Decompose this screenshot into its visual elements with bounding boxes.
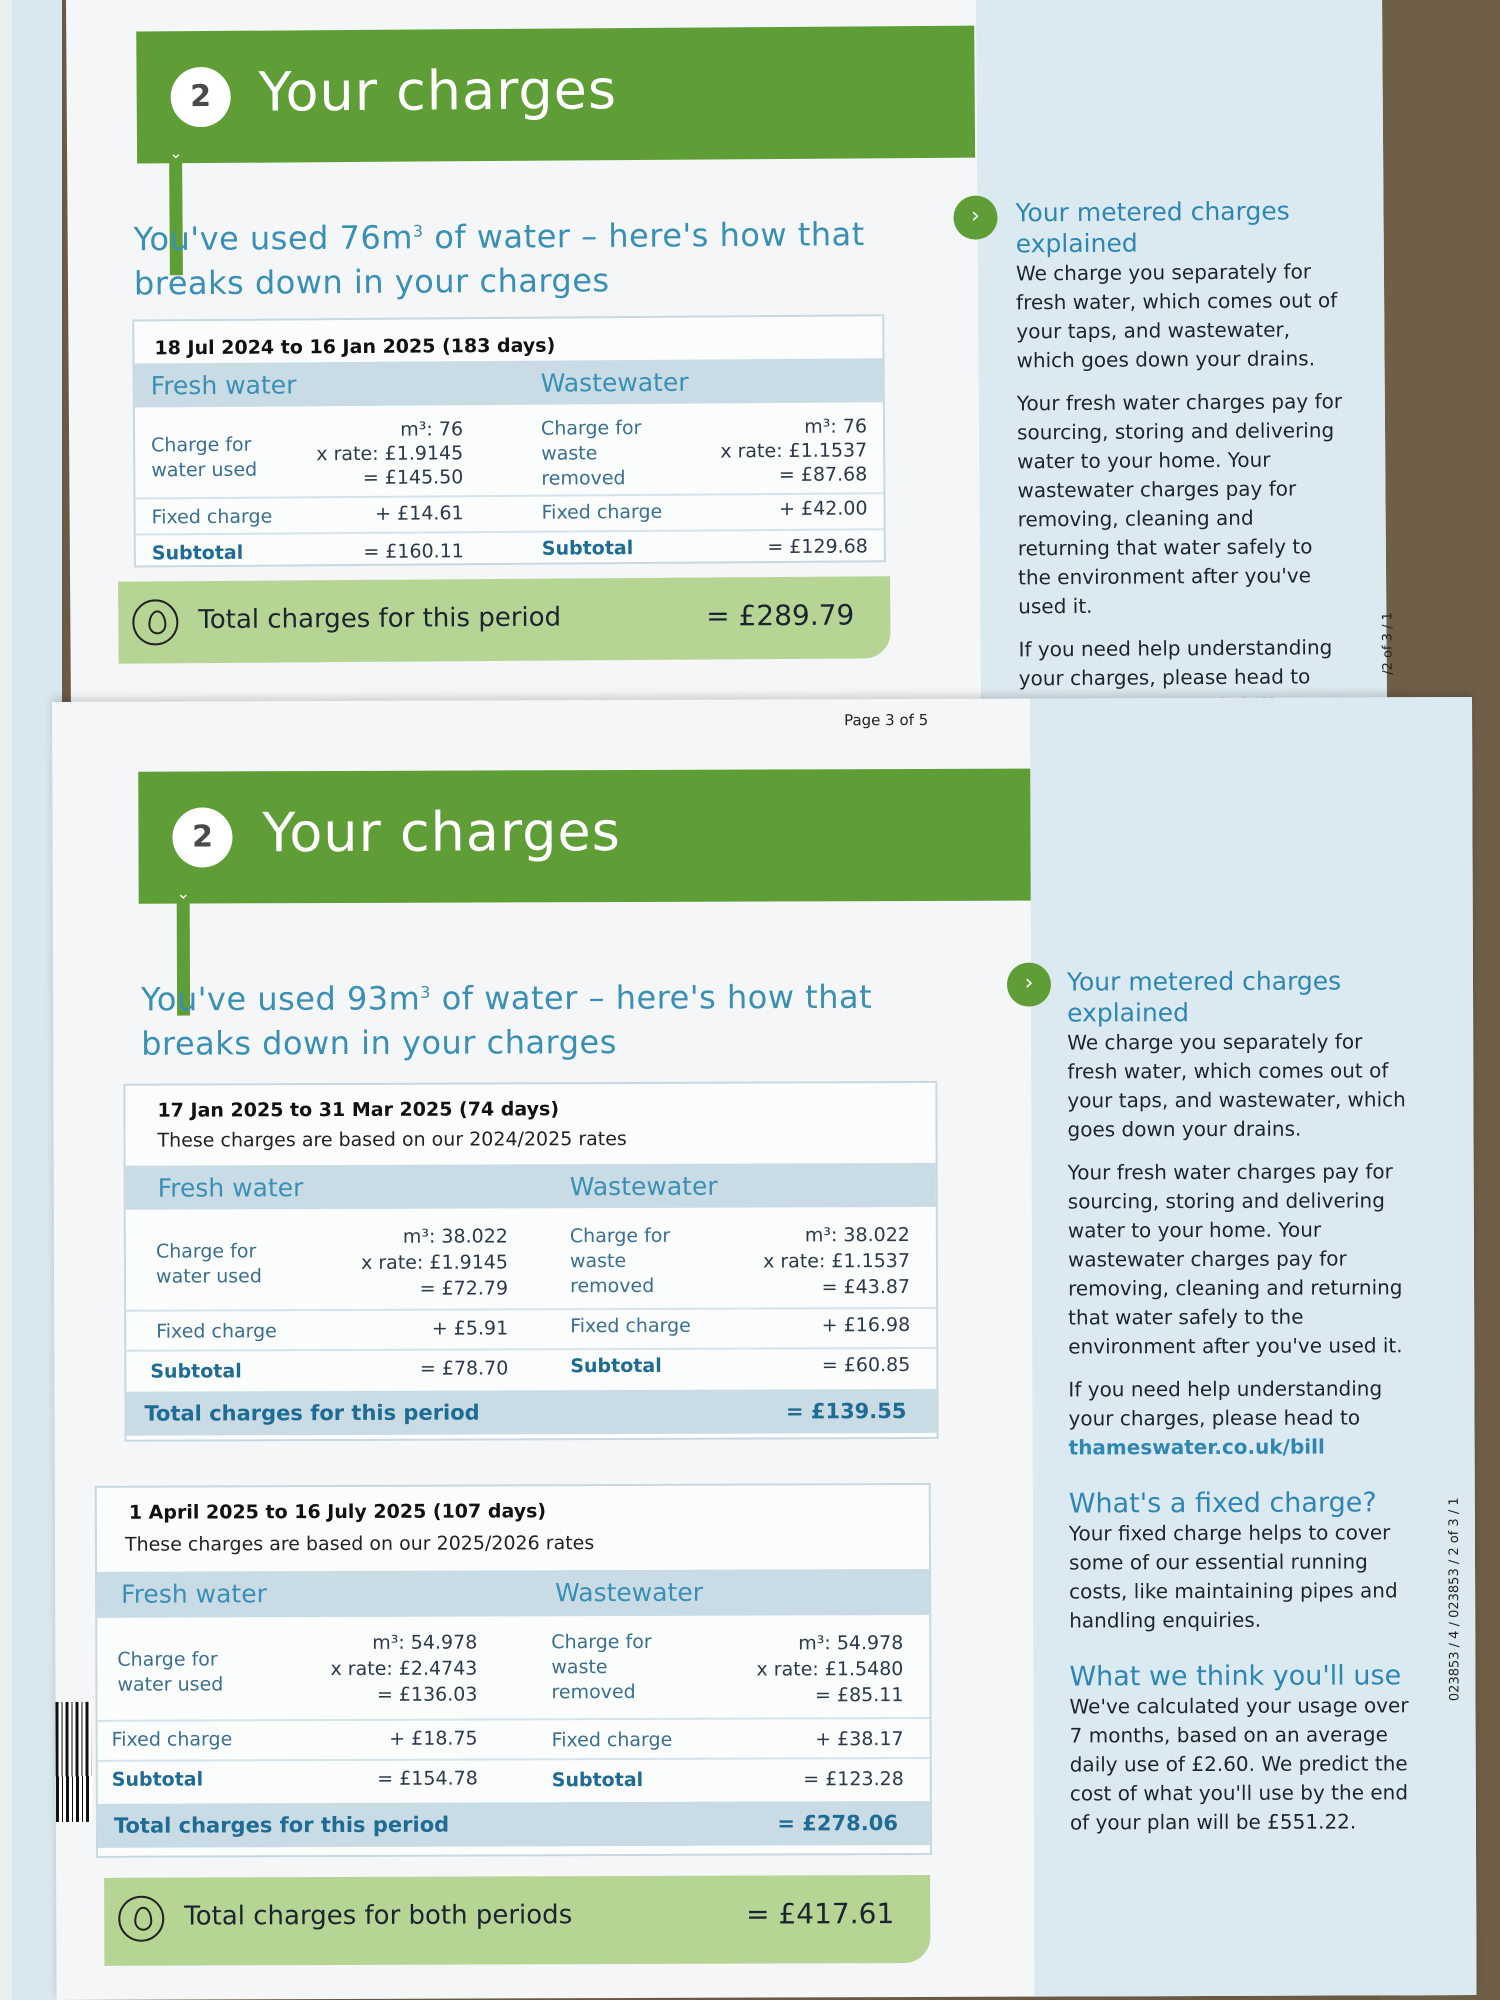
waste-used-amount: = £43.87 [821, 1276, 911, 1299]
waste-subtotal: = £129.68 [767, 535, 868, 559]
page-number: Page 3 of 5 [844, 710, 929, 730]
fresh-water-header: Fresh water [121, 1579, 267, 1609]
row-divider [126, 1307, 936, 1312]
waste-fixed-label: Fixed charge [541, 500, 663, 524]
period-total-strip [126, 1389, 936, 1436]
fresh-subtotal-label: Subtotal [151, 541, 244, 565]
top-bill-page [66, 0, 1396, 720]
bottom-bill-page [52, 697, 1477, 2000]
fixed-charge-text: Your fixed charge helps to cover some of our essential running costs, like maintaining pipes and handling enquiries. [1068, 1520, 1398, 1633]
fresh-rate: x rate: £1.9145 [316, 442, 464, 466]
waste-used-label: Charge for waste removed [551, 1630, 652, 1704]
sidebar-explainer [1067, 965, 1420, 1837]
fresh-water-header: Fresh water [150, 370, 297, 401]
waste-subtotal: = £60.85 [821, 1354, 911, 1377]
usage-headline: You've used $76m^3$ of water – here's how that breaks down in your charges [133, 215, 865, 303]
waste-rate: x rate: £1.1537 [720, 439, 868, 463]
chevron-right-icon: › [953, 196, 997, 240]
rates-note: These charges are based on our 2025/2026 rates [124, 1532, 595, 1556]
sidebar-title: Your metered charges explained [1015, 196, 1290, 259]
section-banner [138, 769, 1030, 904]
period-total-label: Total charges for this period [113, 1812, 450, 1838]
water-drop-icon [118, 1896, 164, 1942]
period-total-amount: = £139.55 [785, 1399, 907, 1424]
sidebar-paragraph: If you need help understanding your charges, please head to [1068, 1376, 1383, 1431]
row-divider [98, 1757, 930, 1762]
waste-fixed-label: Fixed charge [551, 1728, 673, 1752]
sidebar-paragraph: If you need help understanding your charges, please head to [1018, 635, 1333, 691]
grand-total-amount: = £417.61 [746, 1897, 895, 1931]
sidebar-paragraph: Your fresh water charges pay for sourcing, storing and delivering water to your home. Your wastewater charges pay for removing, cleaning and returning that water safely to the environment after you've used it. [1067, 1159, 1403, 1359]
period-total-label: Total charges for this period [144, 1400, 480, 1426]
waste-used-amount: = £87.68 [778, 463, 868, 487]
grand-total-amount: = £289.79 [706, 598, 855, 633]
fresh-fixed-label: Fixed charge [156, 1320, 277, 1343]
row-divider [126, 1347, 936, 1352]
chevron-right-icon: › [1007, 963, 1051, 1007]
waste-m3: m³: 76 [804, 415, 868, 438]
waste-subtotal-label: Subtotal [551, 1768, 644, 1792]
fresh-fixed-label: Fixed charge [151, 505, 273, 529]
waste-rate: x rate: £1.1537 [763, 1250, 910, 1273]
fresh-subtotal: = £78.70 [419, 1357, 509, 1380]
fresh-fixed-amount: + £18.75 [389, 1727, 478, 1750]
sidebar-paragraph: We charge you separately for fresh water, which comes out of your taps, and wastewater, which goes down your drains. [1015, 259, 1338, 373]
waste-fixed-amount: + £16.98 [821, 1314, 911, 1337]
period-dates: 1 April 2025 to 16 July 2025 (107 days) [128, 1500, 547, 1524]
fresh-used-amount: = £72.79 [419, 1277, 509, 1300]
fresh-subtotal: = £160.11 [363, 540, 464, 563]
fresh-rate: x rate: £1.9145 [361, 1251, 508, 1274]
waste-m3: m³: 38.022 [804, 1224, 910, 1247]
fresh-fixed-amount: + £14.61 [375, 502, 464, 525]
barcode [55, 1702, 91, 1822]
fresh-fixed-label: Fixed charge [111, 1728, 233, 1751]
row-divider [98, 1717, 930, 1722]
fresh-used-amount: = £145.50 [362, 466, 464, 489]
sidebar-paragraph: Your fresh water charges pay for sourcing, storing and delivering water to your home. Your wastewater charges pay for removing, cleaning and returning that water safely to the environment after you've used it. [1016, 389, 1343, 619]
waste-used-label: Charge for waste removed [569, 1224, 671, 1298]
section-title: Your charges [258, 58, 618, 124]
bill-help-link[interactable]: thameswater.co.uk/bill [1068, 1434, 1325, 1460]
water-drop-icon [132, 599, 178, 645]
background-paper-edge [0, 0, 12, 2000]
period-total-strip [98, 1801, 930, 1848]
waste-subtotal-label: Subtotal [541, 537, 634, 560]
chevron-down-icon: ⌄ [177, 884, 191, 1016]
chevron-down-icon: ⌄ [169, 143, 183, 275]
fresh-subtotal-label: Subtotal [111, 1768, 204, 1791]
wastewater-header: Wastewater [555, 1577, 704, 1608]
usage-headline: You've used $93m^3$ of water – here's how that breaks down in your charges [140, 977, 873, 1063]
sidebar-title: Your metered charges explained [1066, 966, 1342, 1028]
fresh-m3: m³: 54.978 [372, 1631, 478, 1654]
waste-rate: x rate: £1.5480 [756, 1658, 904, 1681]
document-reference-code: 023853 / 4 / 023853 / 2 of 3 / 1 [1446, 1497, 1463, 1702]
section-title: Your charges [262, 800, 621, 865]
charges-table [132, 314, 886, 567]
waste-fixed-amount: + £38.17 [815, 1728, 904, 1751]
waste-subtotal-label: Subtotal [570, 1354, 662, 1378]
grand-total-strip [118, 576, 891, 663]
table-header [97, 1569, 929, 1618]
table-header [135, 358, 883, 407]
sidebar-explainer [1015, 195, 1349, 722]
predicted-use-text: We've calculated your usage over 7 months, based on an average daily use of £2.60. We predict the cost of what you'll use by the end of your plan will be £551.22. [1069, 1693, 1409, 1835]
waste-fixed-label: Fixed charge [570, 1314, 691, 1338]
fresh-used-amount: = £136.03 [376, 1683, 478, 1706]
grand-total-label: Total charges for this period [198, 602, 562, 636]
fresh-subtotal-label: Subtotal [150, 1360, 242, 1383]
fresh-m3: m³: 76 [400, 418, 464, 441]
section-banner [136, 26, 975, 164]
fresh-rate: x rate: £2.4743 [330, 1657, 478, 1681]
table-header [126, 1163, 936, 1210]
period-dates: 17 Jan 2025 to 31 Mar 2025 (74 days) [157, 1098, 560, 1122]
fresh-used-label: Charge for water used [151, 433, 258, 482]
charges-table-period-2 [95, 1483, 932, 1858]
period-total-amount: = £278.06 [777, 1811, 898, 1836]
wastewater-header: Wastewater [569, 1171, 718, 1202]
rates-note: These charges are based on our 2024/2025 rates [157, 1127, 627, 1152]
sidebar-paragraph: We charge you separately for fresh water, which comes out of your taps, and wastewater, which goes down your drains. [1067, 1029, 1406, 1142]
fresh-fixed-amount: + £5.91 [431, 1317, 509, 1340]
document-reference-code: /2 of 3 / 1 [1380, 612, 1396, 675]
period-dates: 18 Jul 2024 to 16 Jan 2025 (183 days) [154, 334, 556, 360]
grand-total-strip [104, 1875, 930, 1966]
waste-m3: m³: 54.978 [798, 1632, 904, 1655]
waste-subtotal: = £123.28 [803, 1768, 904, 1791]
waste-fixed-amount: + £42.00 [779, 497, 868, 521]
charges-table-period-1 [123, 1081, 938, 1442]
waste-used-amount: = £85.11 [814, 1684, 904, 1707]
grand-total-label: Total charges for both periods [184, 1900, 573, 1932]
section-number: 2 [170, 67, 230, 127]
fresh-used-label: Charge for water used [155, 1240, 262, 1288]
fresh-subtotal: = £154.78 [377, 1767, 478, 1790]
predicted-use-title: What we think you'll use [1069, 1660, 1402, 1693]
fresh-water-header: Fresh water [157, 1173, 304, 1203]
fresh-m3: m³: 38.022 [402, 1225, 508, 1248]
waste-used-label: Charge for waste removed [540, 416, 642, 490]
fixed-charge-title: What's a fixed charge? [1068, 1487, 1377, 1520]
wastewater-header: Wastewater [540, 367, 689, 398]
section-number: 2 [172, 807, 232, 867]
fresh-used-label: Charge for water used [117, 1648, 224, 1696]
